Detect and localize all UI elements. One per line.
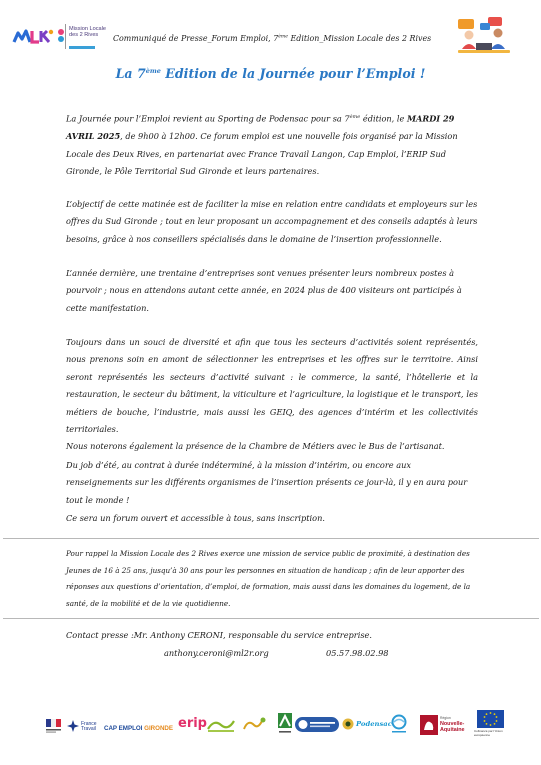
chambre-metiers-logo-icon bbox=[242, 715, 268, 733]
eu-cofinance-logo bbox=[474, 710, 508, 742]
note-line4: santé, de la mobilité et de la vie quotidienne. bbox=[66, 598, 231, 608]
mission-reminder-note bbox=[66, 546, 478, 612]
intro-c: , de 9h00 à 12h00. Ce forum emploi est une nouvelle fois organisé par la Mission Locale des Deux Rives, en partenariat avec France Travail Langon, Cap Emploi, l’ERIP Sud Gironde, le Pôle Territorial Sud Gironde et leurs partenaires. bbox=[66, 131, 458, 176]
france-travail-mark-icon bbox=[67, 720, 79, 732]
divider-top bbox=[3, 538, 539, 539]
convergence-garonne-logo-icon bbox=[390, 714, 408, 734]
na-line2-text: Aquitaine bbox=[440, 727, 465, 734]
paragraph-open-forum: Ce sera un forum ouvert et accessible à tous, sans inscription. bbox=[66, 513, 325, 523]
paragraph-sectors bbox=[66, 334, 478, 456]
header-caption-a: Communiqué de Presse_Forum Emploi, 7 bbox=[113, 34, 279, 43]
pole-territorial-logo-icon bbox=[206, 717, 236, 733]
paragraph-last-year: L’année dernière, une trentaine d’entreprises sont venues présenter leurs nombreux postes à pourvoir ; nous en attendons autant cette année, en 2024 plus de 400 visiteurs ont participés à cette manifestation. bbox=[66, 268, 462, 313]
nouvelle-aquitaine-badge-icon bbox=[295, 717, 339, 732]
paragraph-intro bbox=[66, 109, 478, 180]
paragraph-objective: L’objectif de cette matinée est de faciliter la mise en relation entre candidats et employeurs sur les offres du Sud Gironde ; tout en leur proposant un accompagnement et des conseils adaptés à leurs besoins, grâce à nos conseillers spécialisés dans le domaine de l’insertion professionnelle. bbox=[66, 199, 478, 244]
note-line1: Pour rappel la Mission Locale des 2 Rives exerce une mission de service public de proximité, à destination des bbox=[66, 549, 470, 558]
page-title bbox=[0, 66, 541, 81]
page-header bbox=[0, 0, 541, 62]
departement-logo-icon bbox=[342, 718, 354, 730]
partner-logos-strip bbox=[0, 705, 541, 745]
event-date: MARDI 29 AVRIL 2025 bbox=[66, 113, 455, 142]
ml2r-logo bbox=[57, 22, 109, 52]
sectors-chamber: Nous noterons également la présence de la Chambre de Métiers avec le Bus de l’artisanat. bbox=[66, 441, 445, 452]
sectors-text: Toujours dans un souci de diversité et afin que tous les secteurs d’activités soient représentés, nous prenons soin en amont de sélectionner les entreprises et les offres sur le territoire. Ainsi seront représentés les secteurs d’activité suivant : le commerce, la santé, l’hôtellerie et la restauration, le secteur du bâtiment, la viticulture et l’agriculture, la logistique et le transport, les métiers de bouche, l’industrie, mais aussi les GEIQ, des agences d’intérim et les collectivités territoriales. bbox=[66, 337, 478, 435]
ml2r-logo-line1: Mission Locale bbox=[69, 26, 106, 32]
contact-label: Contact presse :Mr. Anthony CERONI, responsable du service entreprise. bbox=[66, 630, 372, 640]
intro-b: édition, le bbox=[360, 113, 407, 124]
ml2r-logo-bar bbox=[69, 46, 95, 49]
ml2r-mark-icon bbox=[57, 28, 65, 44]
note-line3: réponses aux questions d’orientation, d’emploi, de formation, mais aussi dans les domaines du logement, de la bbox=[66, 582, 471, 592]
header-caption-sup: ème bbox=[278, 34, 289, 40]
ml2r-logo-line2: des 2 Rives bbox=[69, 32, 99, 39]
eu-cofinance-text: Cofinancé par l’Union européenne bbox=[474, 729, 503, 737]
cap-emploi-text: CAP EMPLOI bbox=[104, 725, 143, 732]
intro-sup: ème bbox=[349, 114, 361, 120]
erip-logo: erip bbox=[178, 716, 207, 731]
france-travail-text: France Travail bbox=[81, 721, 97, 732]
contact-phone: 05.57.98.02.98 bbox=[326, 648, 389, 658]
header-caption bbox=[113, 34, 431, 43]
mission-locale-logo-icon bbox=[12, 27, 54, 45]
eu-flag-icon bbox=[477, 710, 504, 728]
contact-email-link[interactable]: anthony.ceroni@ml2r.org bbox=[164, 648, 269, 658]
ml2r-logo-text bbox=[69, 26, 106, 38]
na-line1-text: Nouvelle- bbox=[440, 721, 465, 728]
divider-bottom bbox=[3, 618, 539, 619]
agefiph-logo-icon bbox=[277, 712, 293, 736]
cap-emploi-logo bbox=[104, 725, 173, 732]
republique-francaise-logo-icon bbox=[46, 719, 62, 733]
note-line2: Jeunes de 16 à 25 ans, jusqu’à 30 ans pour les personnes en situation de handicap ; afin de leur apporter des bbox=[66, 565, 465, 575]
nouvelle-aquitaine-logo bbox=[440, 715, 465, 734]
title-sup: ème bbox=[145, 66, 161, 75]
intro-a: La Journée pour l’Emploi revient au Sporting de Podensac pour sa 7 bbox=[66, 113, 350, 124]
cap-emploi-gironde-text: GIRONDE bbox=[144, 725, 174, 732]
logo-divider bbox=[65, 24, 66, 49]
title-a: La 7 bbox=[115, 66, 146, 81]
podensac-logo: Podensac bbox=[356, 720, 392, 728]
paragraph-offers: Du job d’été, au contrat à durée indéterminé, à la mission d’intérim, ou encore aux renseignements sur les différents organismes de l’insertion présents ce jour-là, il y en aura pour tout le monde ! bbox=[66, 460, 468, 505]
header-caption-b: Edition_Mission Locale des 2 Rives bbox=[288, 34, 432, 43]
job-interview-illustration-icon bbox=[456, 15, 512, 57]
title-b: Edition de la Journée pour l’Emploi ! bbox=[160, 66, 426, 81]
region-lion-logo-icon bbox=[420, 715, 438, 735]
na-region-text: Région bbox=[440, 716, 451, 720]
